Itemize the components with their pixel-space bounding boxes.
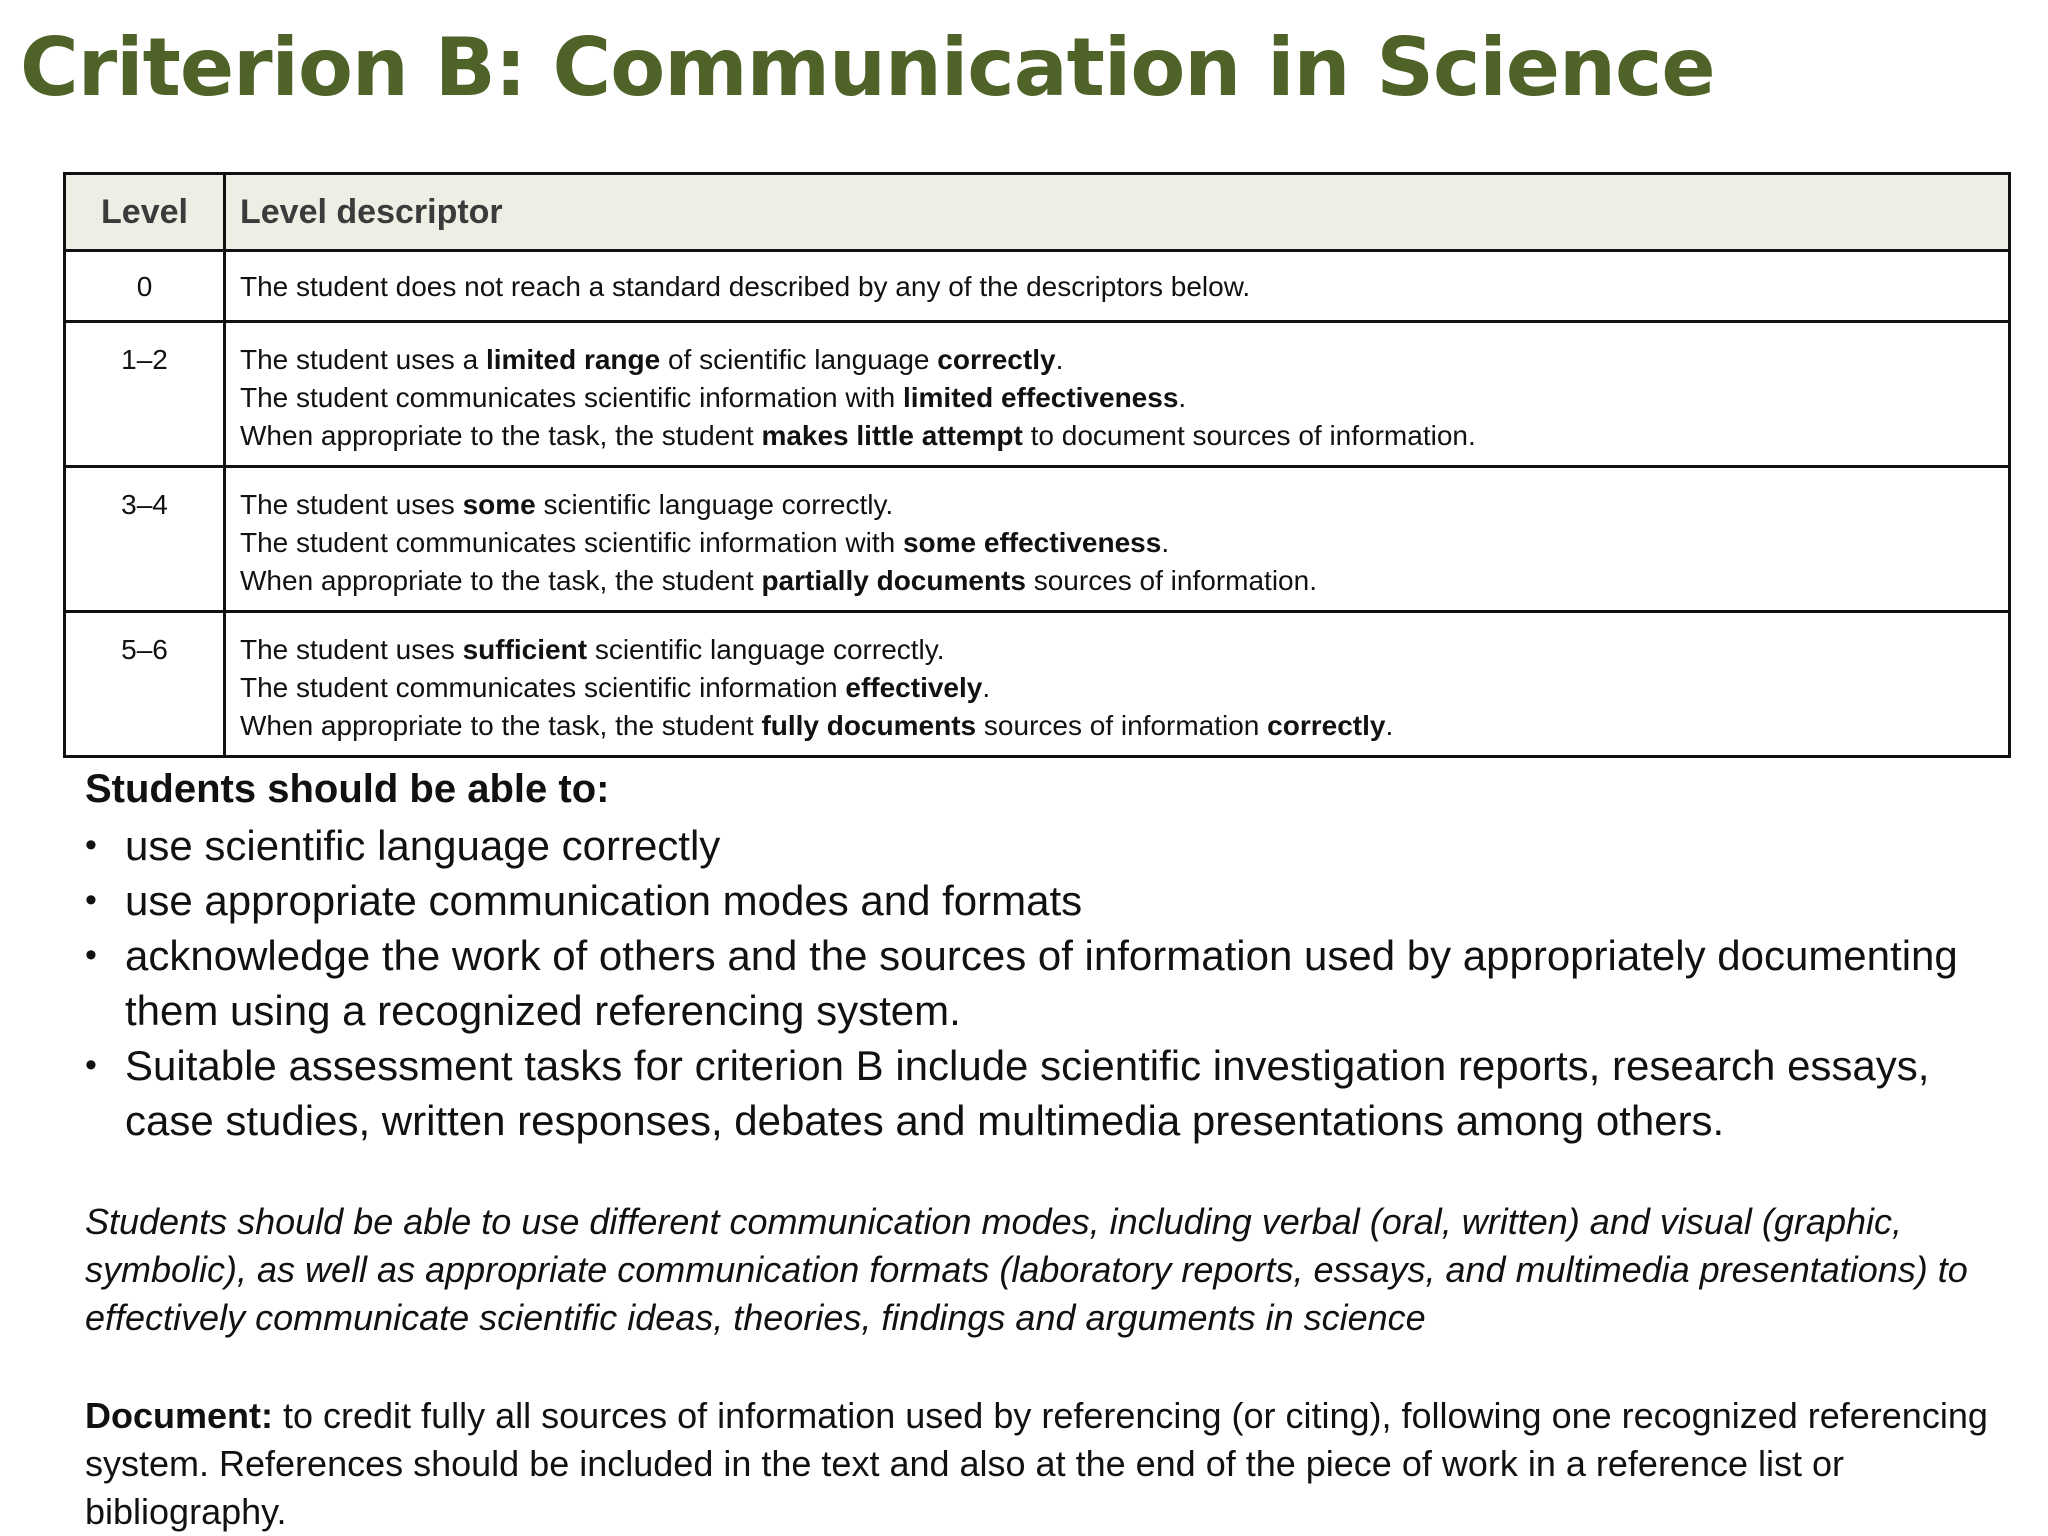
descriptor-emphasis: correctly (1267, 710, 1386, 741)
communication-note: Students should be able to use different communication modes, including verbal (oral, written) and visual (graphic, symbolic), as well as appropriate communication formats (laboratory reports, essays, and multimedia presentations) to effectively communicate scientific ideas, theories, findings and arguments in science (85, 1201, 1968, 1338)
list-item-text: acknowledge the work of others and the sources of information used by appropriately documenting them using a recognized referencing system. (125, 932, 1958, 1034)
bullet-icon: • (85, 881, 97, 919)
list-item-text: Suitable assessment tasks for criterion B include scientific investigation reports, research essays, case studies, written responses, debates and multimedia presentations among others. (125, 1042, 1930, 1144)
table-header-row (65, 174, 2010, 251)
level-cell: 5–6 (65, 612, 225, 757)
descriptor-emphasis: partially documents (761, 565, 1026, 596)
descriptor-line (240, 631, 1994, 669)
descriptor-text: scientific language correctly. (587, 634, 945, 665)
descriptor-text: When appropriate to the task, the student (240, 710, 762, 741)
descriptor-text: When appropriate to the task, the student (240, 565, 762, 596)
descriptor-text: The student does not reach a standard described by any of the descriptors below. (240, 271, 1251, 302)
list-item-text: use appropriate communication modes and formats (125, 877, 1083, 924)
descriptor-text: The student uses a (240, 344, 486, 375)
descriptor-text: The student communicates scientific information with (240, 382, 903, 413)
descriptor-cell (225, 612, 2010, 757)
descriptor-line (240, 486, 1994, 524)
descriptor-emphasis: sufficient (462, 634, 588, 665)
skills-heading: Students should be able to: (85, 767, 610, 811)
descriptor-emphasis: limited range (485, 344, 661, 375)
descriptor-text: The student communicates scientific information with (240, 527, 903, 558)
descriptor-line (240, 417, 1994, 455)
list-item (85, 1038, 2005, 1148)
descriptor-text: . (1178, 382, 1187, 413)
bullet-icon: • (85, 936, 97, 974)
bullet-icon: • (85, 1046, 97, 1084)
descriptor-text: . (1055, 344, 1064, 375)
list-item-text: use scientific language correctly (125, 822, 721, 869)
descriptor-cell (225, 322, 2010, 467)
skills-section (85, 762, 2005, 1148)
rubric-table (63, 172, 2011, 758)
bullet-icon: • (85, 826, 97, 864)
descriptor-text: When appropriate to the task, the student (240, 420, 762, 451)
list-item (85, 873, 2005, 928)
descriptor-line (240, 268, 1994, 306)
descriptor-line (240, 524, 1994, 562)
descriptor-line (240, 707, 1994, 745)
descriptor-text: The student uses (240, 489, 463, 520)
descriptor-emphasis: some effectiveness (902, 527, 1162, 558)
descriptor-emphasis: some (462, 489, 536, 520)
descriptor-text: of scientific language (660, 344, 938, 375)
level-cell: 1–2 (65, 322, 225, 467)
descriptor-text: The student uses (240, 634, 463, 665)
descriptor-text: sources of information. (1025, 565, 1317, 596)
level-cell: 0 (65, 251, 225, 322)
list-item (85, 818, 2005, 873)
definition-text: to credit fully all sources of information used by referencing (or citing), following one recognized referencing system. References should be included in the text and also at the end of the piece of work in a reference list or bibliography. (85, 1395, 1988, 1532)
column-header-descriptor: Level descriptor (225, 174, 2010, 251)
descriptor-line (240, 341, 1994, 379)
list-item (85, 928, 2005, 1038)
document-definition (85, 1392, 2015, 1536)
descriptor-cell (225, 467, 2010, 612)
descriptor-text: scientific language correctly. (535, 489, 894, 520)
descriptor-emphasis: makes little attempt (761, 420, 1023, 451)
descriptor-text: . (1161, 527, 1170, 558)
descriptor-line (240, 562, 1994, 600)
descriptor-line (240, 379, 1994, 417)
descriptor-text: The student communicates scientific information (240, 672, 846, 703)
skills-list (85, 818, 2005, 1148)
table-row (65, 467, 2010, 612)
descriptor-text: . (982, 672, 991, 703)
column-header-level: Level (65, 174, 225, 251)
descriptor-emphasis: limited effectiveness (902, 382, 1179, 413)
level-cell: 3–4 (65, 467, 225, 612)
table-row (65, 322, 2010, 467)
table-row (65, 251, 2010, 322)
descriptor-emphasis: fully documents (761, 710, 977, 741)
descriptor-cell (225, 251, 2010, 322)
descriptor-text: sources of information (976, 710, 1268, 741)
descriptor-text: . (1385, 710, 1394, 741)
page-title: Criterion B: Communication in Science (20, 21, 1715, 114)
descriptor-text: to document sources of information. (1022, 420, 1476, 451)
table-row (65, 612, 2010, 757)
definition-term: Document: (85, 1395, 273, 1436)
descriptor-line (240, 669, 1994, 707)
descriptor-emphasis: effectively (845, 672, 983, 703)
descriptor-emphasis: correctly (937, 344, 1056, 375)
